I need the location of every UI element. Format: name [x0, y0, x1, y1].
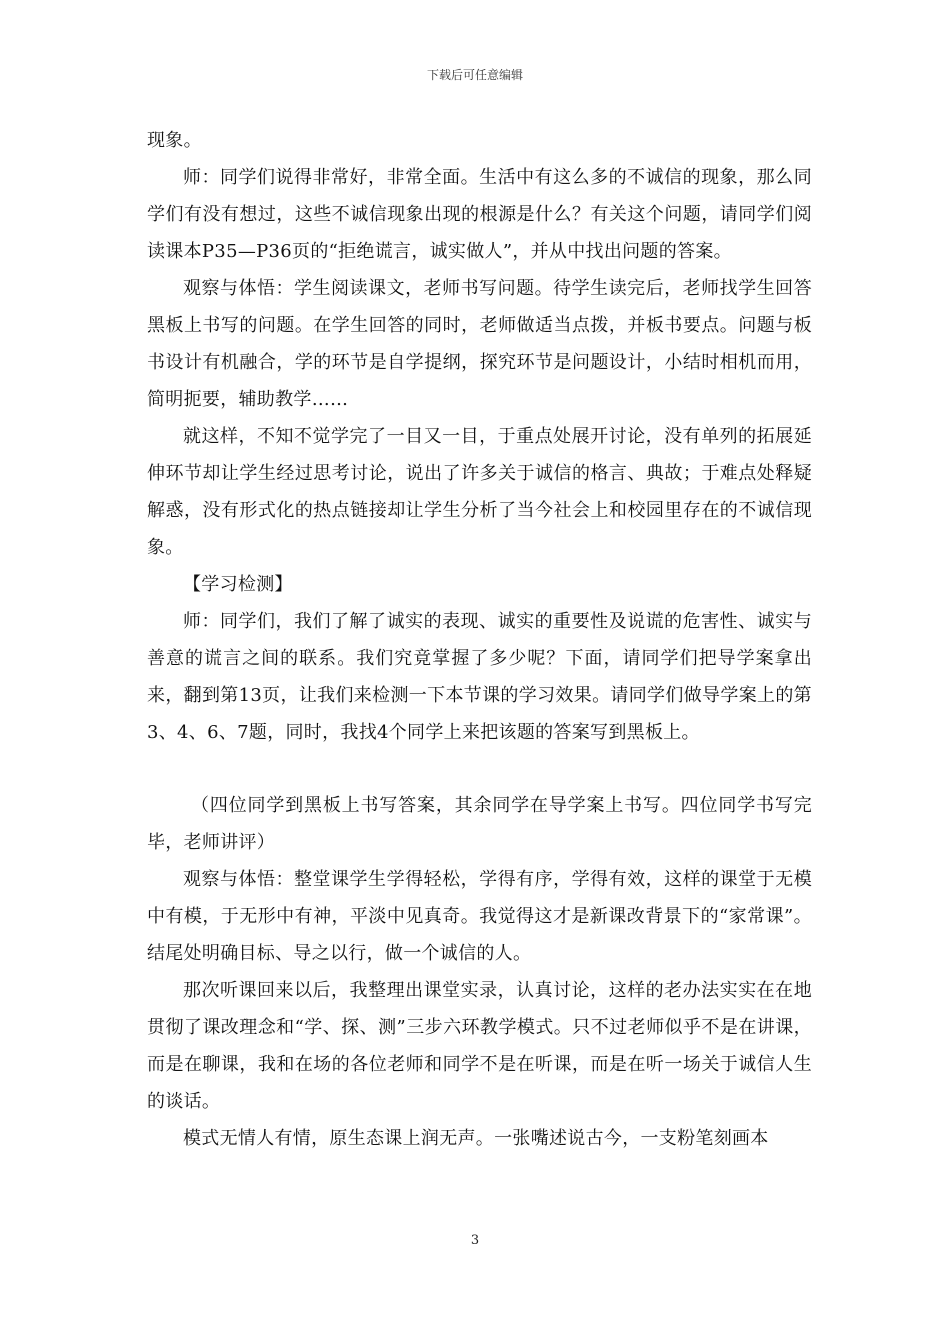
paragraph-teacher-question: 师：同学们说得非常好，非常全面。生活中有这么多的不诚信的现象，那么同学们有没有想过，这些不诚信现象出现的根源是什么？有关这个问题，请同学们阅读课本P35—P36页的“拒绝谎言，诚实做人”，并从中找出问题的答案。	[147, 167, 812, 262]
paragraph-gap	[147, 751, 812, 787]
paragraph-observation-reading: 观察与体悟：学生阅读课文，老师书写问题。待学生读完后，老师找学生回答黑板上书写的问题。在学生回答的同时，老师做适当点拨，并板书要点。问题与板书设计有机融合，学的环节是自学提纲，探究环节是问题设计，小结时相机而用，简明扼要，辅助教学……	[147, 278, 812, 410]
paragraph-stage-note: （四位同学到黑板上书写答案，其余同学在导学案上书写。四位同学书写完毕，老师讲评）	[147, 795, 812, 853]
paragraph-reflection: 那次听课回来以后，我整理出课堂实录，认真讨论，这样的老办法实实在在地贯彻了课改理念和“学、探、测”三步六环教学模式。只不过老师似乎不是在讲课，而是在聊课，我和在场的各位老师和同学不是在听课，而是在听一场关于诚信人生的谈话。	[147, 980, 812, 1112]
section-heading-learning-test: 【学习检测】	[183, 574, 293, 595]
page-number: 3	[470, 1233, 480, 1248]
paragraph-discussion: 就这样，不知不觉学完了一目又一目，于重点处展开讨论，没有单列的拓展延伸环节却让学生经过思考讨论，说出了许多关于诚信的格言、典故；于难点处释疑解惑，没有形式化的热点链接却让学生分析了当今社会上和校园里存在的不诚信现象。	[147, 426, 812, 558]
document-body	[147, 122, 812, 1157]
paragraph-observation-summary: 观察与体悟：整堂课学生学得轻松，学得有序，学得有效，这样的课堂于无模中有模，于无形中有神，平淡中见真奇。我觉得这才是新课改背景下的“家常课”。结尾处明确目标、导之以行，做一个诚信的人。	[147, 869, 812, 964]
page-header: 下载后可任意编辑	[426, 68, 523, 82]
paragraph-teacher-test: 师：同学们，我们了解了诚实的表现、诚实的重要性及说谎的危害性、诚实与善意的谎言之间的联系。我们究竟掌握了多少呢？下面，请同学们把导学案拿出来，翻到第13页，让我们来检测一下本节课的学习效果。请同学们做导学案上的第3、4、6、7题，同时，我找4个同学上来把该题的答案写到黑板上。	[147, 611, 812, 743]
paragraph-continuation: 现象。	[147, 130, 202, 151]
paragraph-closing: 模式无情人有情，原生态课上润无声。一张嘴述说古今，一支粉笔刻画本	[183, 1128, 769, 1149]
